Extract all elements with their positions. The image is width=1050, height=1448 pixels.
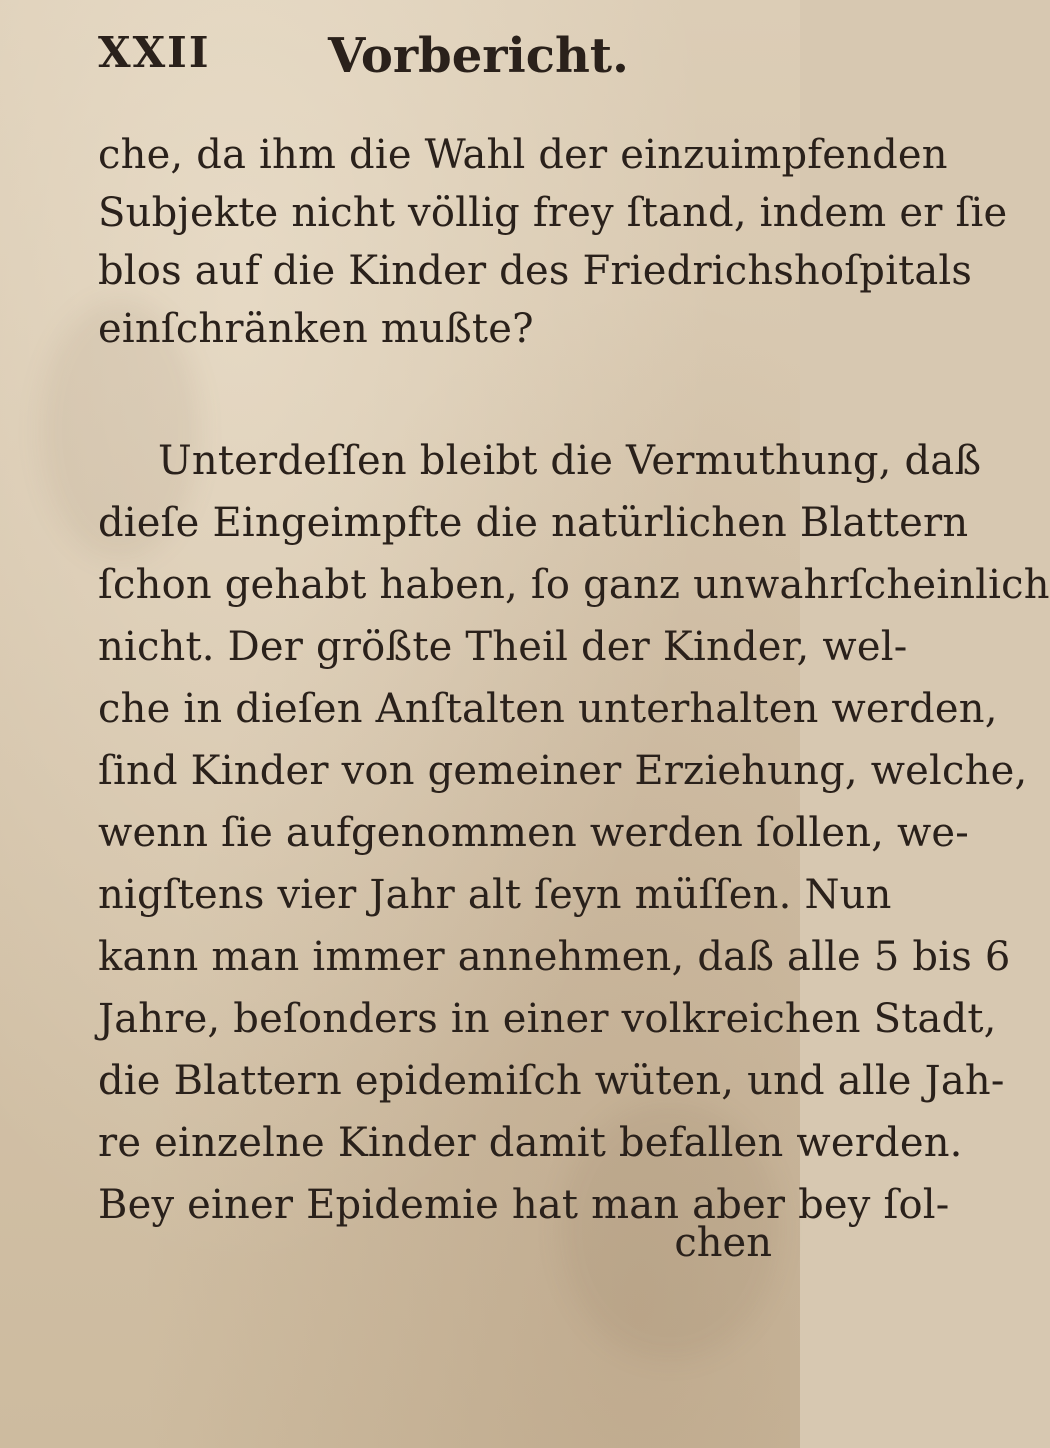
- paragraph-first-line: Unterdeſſen bleibt die Vermuthung, daß: [158, 438, 982, 484]
- text-line: Bey einer Epidemie hat man aber bey ſol-: [98, 1182, 950, 1228]
- text-line: nigſtens vier Jahr alt ſeyn müſſen. Nun: [98, 872, 892, 918]
- text-line: che in dieſen Anſtalten unterhalten werden,: [98, 686, 998, 732]
- text-line: kann man immer annehmen, daß alle 5 bis 6: [98, 934, 1011, 980]
- text-line: einſchränken mußte?: [98, 306, 534, 352]
- catchword: chen: [674, 1220, 772, 1266]
- text-line: dieſe Eingeimpfte die natürlichen Blattern: [98, 500, 969, 546]
- text-line: die Blattern epidemiſch wüten, und alle Jah-: [98, 1058, 1005, 1104]
- text-line: re einzelne Kinder damit befallen werden.: [98, 1120, 963, 1166]
- text-line: ſind Kinder von gemeiner Erziehung, welche,: [98, 748, 1028, 794]
- text-line: che, da ihm die Wahl der einzuimpfenden: [98, 132, 948, 178]
- text-line: wenn ſie aufgenommen werden ſollen, we-: [98, 810, 970, 856]
- text-line: Subjekte nicht völlig frey ſtand, indem er ſie: [98, 190, 1008, 236]
- text-line: ſchon gehabt haben, ſo ganz unwahrſcheinlich: [98, 562, 1050, 608]
- text-line: blos auf die Kinder des Friedrichshoſpitals: [98, 248, 973, 294]
- running-head: Vorbericht.: [328, 28, 629, 84]
- text-line: nicht. Der größte Theil der Kinder, wel-: [98, 624, 908, 670]
- page-header: [98, 28, 738, 98]
- page-number: XXII: [98, 28, 211, 77]
- text-line: Jahre, beſonders in einer volkreichen Stadt,: [98, 996, 997, 1042]
